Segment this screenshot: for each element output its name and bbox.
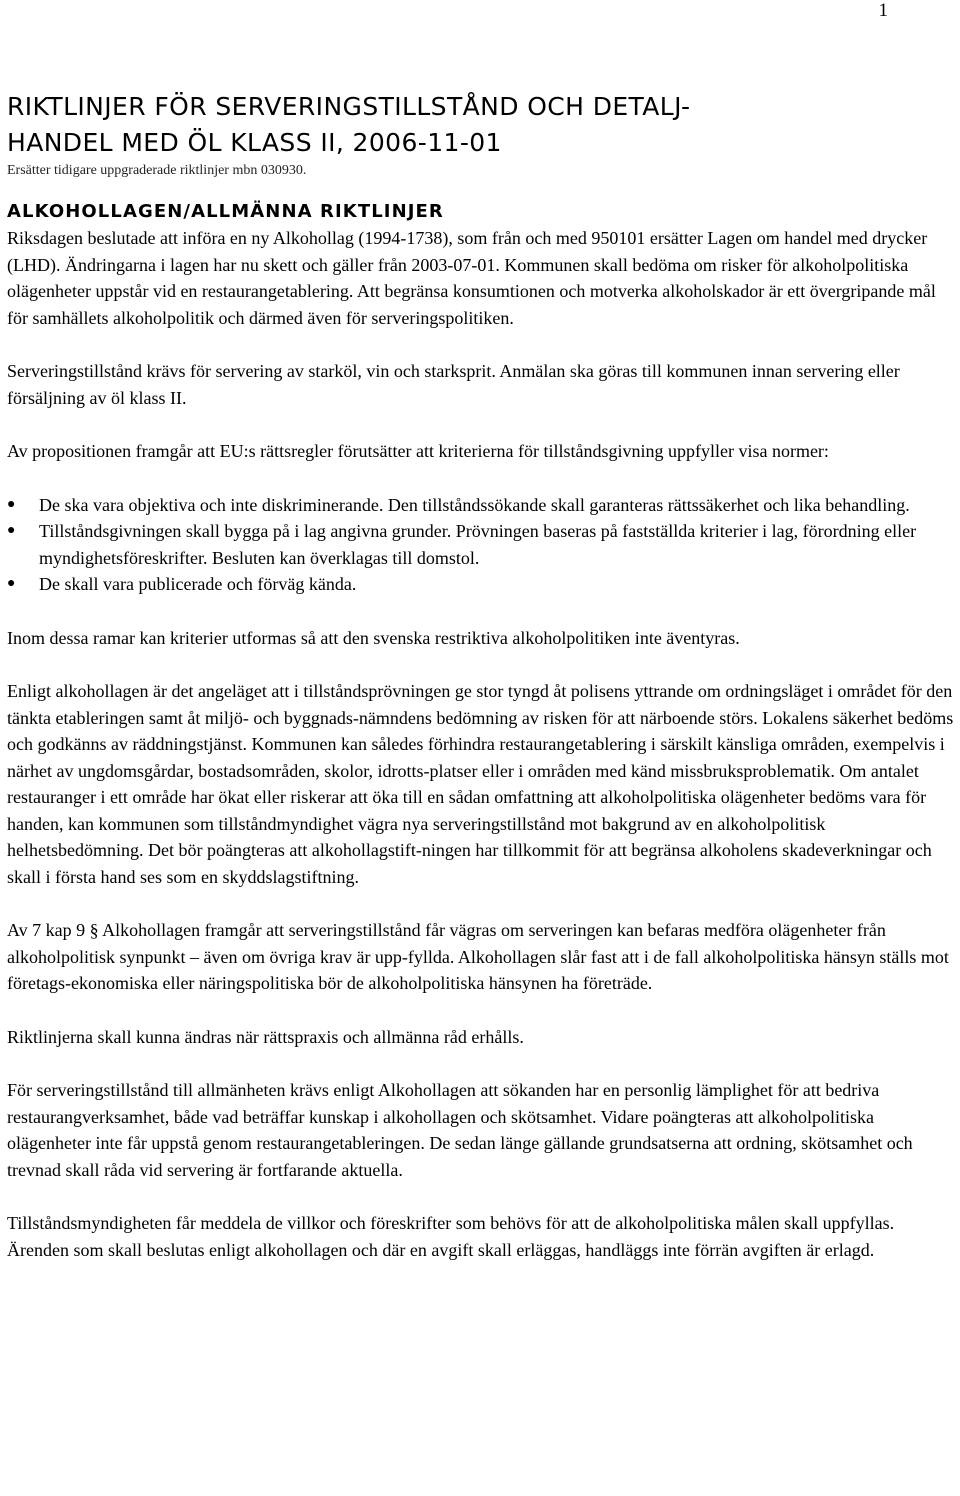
chapter-paragraph: Av 7 kap 9 § Alkohollagen framgår att serveringstillstånd får vägras om serveringen kan befaras medföra olägenheter från alkoholpolitisk synpunkt – även om övriga krav är upp-fyllda. Alkohollagen slår fast att i de fall alkoholpolitiska hänsyn ställs mot företags-ekonomiska eller näringspolitiska bör de alkoholpolitiska hänsynen ha företräde. xyxy=(7,920,949,993)
bullet-icon: ● xyxy=(7,523,16,538)
document-body xyxy=(7,89,957,1290)
framework-paragraph: Inom dessa ramar kan kriterier utformas så att den svenska restriktiva alkoholpolitiken inte äventyras. xyxy=(7,627,740,648)
list-item xyxy=(7,492,957,519)
bullet-icon: ● xyxy=(7,496,16,512)
permits-paragraph: Serveringstillstånd krävs för servering av starköl, vin och starksprit. Anmälan ska göras till kommunen innan servering eller försäljning av öl klass II. xyxy=(7,361,900,408)
document-subtitle: Ersätter tidigare uppgraderade riktlinjer mbn 030930. xyxy=(7,163,307,178)
list-item-text: Tillståndsgivningen skall bygga på i lag angivna grunder. Prövningen baseras på fastställda kriterier i lag, förordning eller myndighetsföreskrifter. Besluten kan överklagas till domstol. xyxy=(39,521,917,568)
change-paragraph: Riktlinjerna skall kunna ändras när rättspraxis och allmänna råd erhålls. xyxy=(7,1026,524,1047)
list-item-text: De skall vara publicerade och förväg kända. xyxy=(39,574,357,594)
section-heading: ALKOHOLLAGEN/ALLMÄNNA RIKTLINJER xyxy=(7,201,444,222)
title-line-1: RIKTLINJER FÖR SERVERINGSTILLSTÅND OCH DETALJ- xyxy=(7,92,691,121)
list-item xyxy=(7,571,957,598)
list-item xyxy=(7,518,957,571)
suitability-paragraph: För serveringstillstånd till allmänheten krävs enligt Alkohollagen att sökanden har en personlig lämplighet för att bedriva restaurangverksamhet, både vad beträffar kunskap i alkohollagen och skötsamhet. Vidare poängteras att alkoholpolitiska olägenheter inte får uppstå genom restaurangetableringen. De sedan länge gällande grundsatserna att ordning, skötsamhet och trevnad skall råda vid servering är fortfarande aktuella. xyxy=(7,1080,913,1180)
document-title xyxy=(7,89,957,161)
title-line-2: HANDEL MED ÖL KLASS II, 2006-11-01 xyxy=(7,128,502,157)
intro-paragraph: Riksdagen beslutade att införa en ny Alkohollag (1994-1738), som från och med 950101 ersätter Lagen om handel med drycker (LHD). Ändringarna i lagen har nu skett och gäller från 2003-07-01. Kommunen skall bedöma om risker för alkoholpolitiska olägenheter uppstår vid en restaurangetablering. Att begränsa konsumtionen och motverka alkoholskador är ett övergripande mål för samhällets alkoholpolitik och därmed även för serveringspolitiken. xyxy=(7,228,936,328)
police-paragraph: Enligt alkohollagen är det angeläget att i tillståndsprövningen ge stor tyngd åt polisens yttrande om ordningsläget i området för den tänkta etableringen samt åt miljö- och byggnads-nämndens bedömning av risken för att närboende störs. Lokalens säkerhet bedöms och godkänns av räddningstjänst. Kommunen kan således förhindra restaurangetablering i särskilt känsliga områden, exempelvis i närhet av ungdomsgårdar, bostadsområden, skolor, idrotts-platser eller i områden med känd missbruksproblematik. Om antalet restauranger i ett område har ökat eller riskerar att öka till en sådan omfattning att alkoholpolitiska olägenheter bedöms vara för handen, kan kommunen som tillståndmyndighet vägra nya serveringstillstånd mot bakgrund av en alkoholpolitisk helhetsbedömning. Det bör poängteras att alkohollagstift-ningen har tillkommit för att begränsa alkoholens skadeverkningar och skall i första hand ses som en skyddslagstiftning. xyxy=(7,681,954,887)
eu-paragraph: Av propositionen framgår att EU:s rättsregler förutsätter att kriterierna för tillståndsgivning uppfyller visa normer: xyxy=(7,441,829,461)
criteria-list xyxy=(7,492,957,598)
bullet-icon: ● xyxy=(7,576,16,591)
list-item-text: De ska vara objektiva och inte diskriminerande. Den tillståndssökande skall garanteras rättssäkerhet och lika behandling. xyxy=(39,494,910,515)
page-number: 1 xyxy=(878,0,888,21)
authority-paragraph: Tillståndsmyndigheten får meddela de villkor och föreskrifter som behövs för att de alkoholpolitiska målen skall uppfyllas. Ärenden som skall beslutas enligt alkohollagen och där en avgift skall erläggas, handläggs inte förrän avgiften är erlagd. xyxy=(7,1213,895,1260)
